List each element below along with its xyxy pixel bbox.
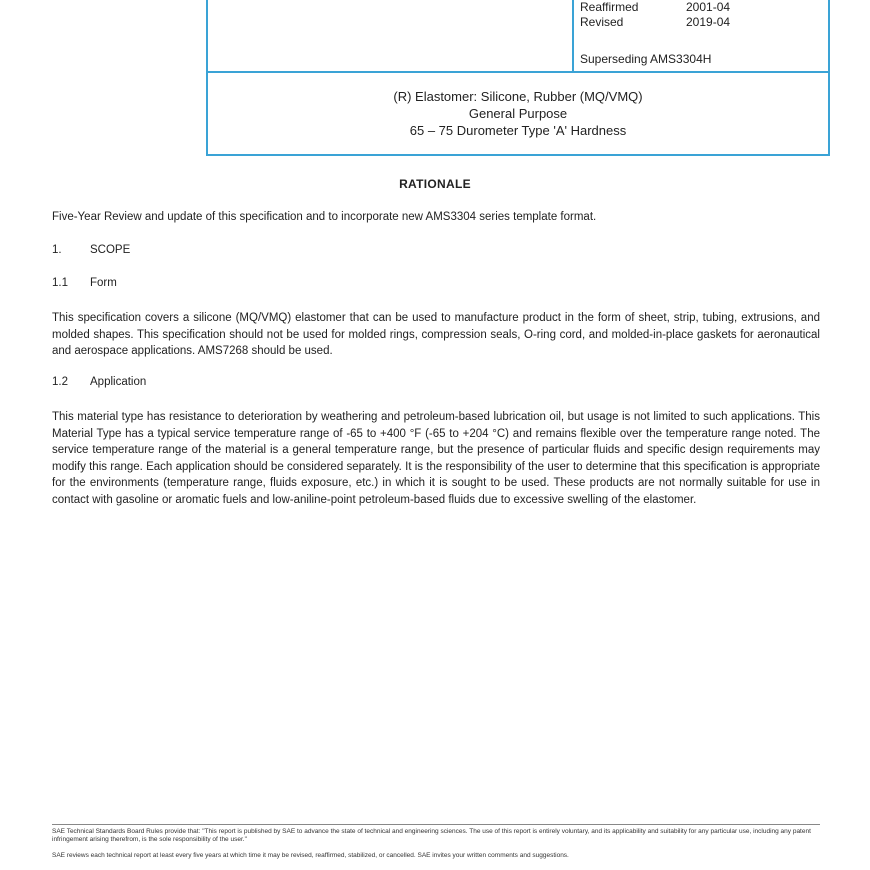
revision-meta [580,0,820,30]
superseding-note: Superseding AMS3304H [580,52,712,66]
footer-review-note: SAE reviews each technical report at least every five years at which time it may be revised, reaffirmed, stabilized, or cancelled. SAE invites your written comments and suggestions. [52,852,569,859]
section-heading-form [52,277,117,289]
form-paragraph: This specification covers a silicone (MQ/VMQ) elastomer that can be used to manufacture product in the form of sheet, strip, tubing, extrusions, and molded shapes. This specification should not be used for molded rings, compression seals, O-ring cord, and molded-in-place gaskets for aeronautical and aerospace applications. AMS7268 should be used. [52,312,820,357]
section-title: SCOPE [90,244,131,256]
footer-divider [52,824,820,825]
section-heading-application [52,376,146,388]
meta-value: 2019-04 [686,15,731,29]
section-number: 1. [52,244,62,256]
meta-key: Revised [580,15,624,29]
header-top-section [208,0,828,73]
section-number: 1.1 [52,277,68,289]
meta-key: Reaffirmed [580,0,639,14]
section-number: 1.2 [52,376,68,388]
meta-value: 2001-04 [686,0,731,14]
meta-row-revised [580,15,820,30]
title-line: (R) Elastomer: Silicone, Rubber (MQ/VMQ) [393,89,643,104]
footer-disclaimer: SAE Technical Standards Board Rules provide that: "This report is published by SAE to advance the state of technical and engineering sciences. The use of this report is entirely voluntary, and its applicability and suitability for any particular use, including any patent infringement arising therefrom, is the sole responsibility of the user." [52,828,811,843]
section-title: Form [90,277,117,289]
rationale-text: Five-Year Review and update of this specification and to incorporate new AMS3304 series template format. [52,211,597,223]
section-heading-scope [52,244,130,256]
document-title [208,88,828,139]
meta-row-reaffirmed [580,0,820,15]
document-header-box [206,0,830,156]
title-line: General Purpose [468,106,568,121]
rationale-heading: RATIONALE [399,177,471,191]
header-divider [572,0,574,73]
application-paragraph: This material type has resistance to deterioration by weathering and petroleum-based lubrication oil, but usage is not limited to such applications. This Material Type has a typical service temperature range of -65 to +400 °F (-65 to +204 °C) and remains flexible over the temperature range noted. The service temperature range of the material is a general temperature range, but the presence of particular fluids and specific design requirements may modify this range. Each application should be considered separately. It is the responsibility of the user to determine that this specification is appropriate for the environments (temperature range, fluids exposure, etc.) in which it is sought to be used. These products are not normally suitable for use in contact with gasoline or aromatic fuels and low-aniline-point petroleum-based fluids due to excessive swelling of the elastomer. [52,411,820,506]
section-title: Application [90,376,147,388]
title-line: 65 – 75 Durometer Type 'A' Hardness [409,123,627,138]
